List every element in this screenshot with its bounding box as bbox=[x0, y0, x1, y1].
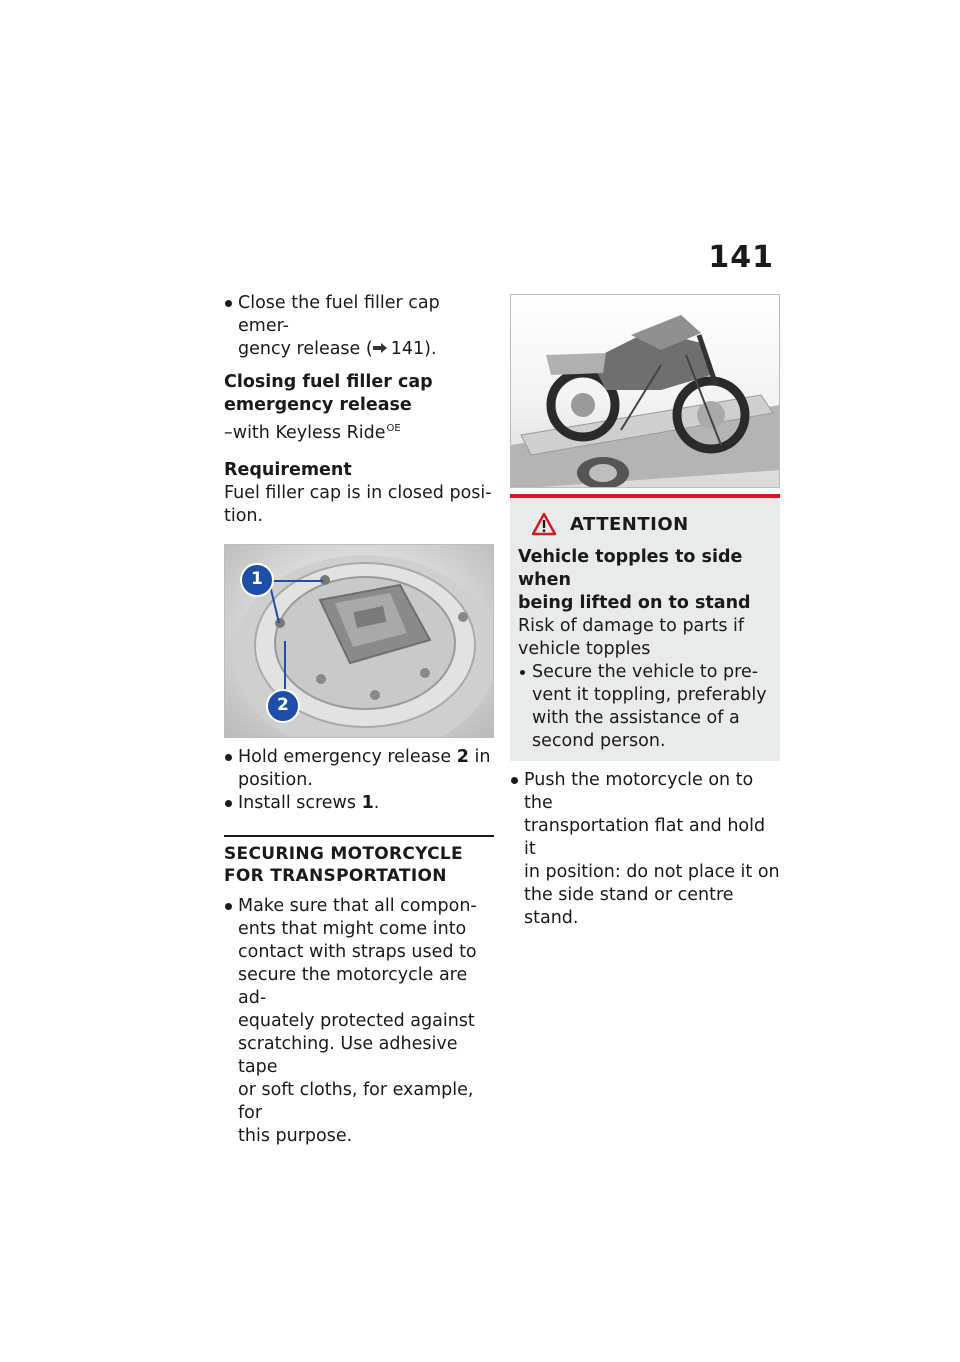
fuel-cap-figure bbox=[224, 544, 494, 738]
heading-line: Closing fuel filler cap bbox=[224, 372, 433, 392]
text-line: Secure the vehicle to pre- bbox=[532, 662, 759, 682]
page-reference-link[interactable]: 141 bbox=[390, 339, 425, 359]
text-line: second person. bbox=[532, 731, 666, 751]
warning-triangle-icon bbox=[532, 512, 556, 536]
callout-2-label: 2 bbox=[277, 695, 289, 715]
text-line: Hold emergency release bbox=[238, 747, 457, 767]
keyless-ride-note bbox=[224, 417, 494, 445]
text-line: transportation flat and hold it bbox=[524, 816, 766, 859]
reference-number: 2 bbox=[456, 747, 469, 767]
text-line: in bbox=[468, 747, 491, 767]
text-line: vent it toppling, preferably bbox=[532, 685, 767, 705]
text-line: gency release ( bbox=[238, 339, 373, 359]
bullet-install-screws bbox=[224, 792, 494, 815]
right-column bbox=[510, 294, 780, 930]
text-line: secure the motorcycle are ad- bbox=[238, 965, 468, 1008]
text-line: Install screws bbox=[238, 793, 362, 813]
subsection-heading bbox=[224, 371, 494, 417]
bullet-push-motorcycle bbox=[510, 769, 780, 930]
text-line: position. bbox=[238, 770, 313, 790]
text-line: Risk of damage to parts if bbox=[518, 616, 745, 636]
text-line: the side stand or centre stand. bbox=[524, 885, 734, 928]
requirement-label: Requirement bbox=[224, 460, 352, 480]
attention-title: ATTENTION bbox=[570, 513, 689, 535]
text-line: Vehicle topples to side when bbox=[518, 547, 743, 590]
attention-text bbox=[518, 615, 770, 661]
bullet-protect-components bbox=[224, 895, 494, 1148]
text-line: scratching. Use adhesive tape bbox=[238, 1034, 458, 1077]
arrow-reference-icon bbox=[373, 343, 387, 353]
reference-number: 1 bbox=[361, 793, 374, 813]
text-line: with the assistance of a bbox=[532, 708, 740, 728]
text-line: vehicle topples bbox=[518, 639, 651, 659]
text-line: or soft cloths, for example, for bbox=[238, 1080, 474, 1123]
text-line: Push the motorcycle on to the bbox=[524, 770, 754, 813]
section-title-line: SECURING MOTORCYCLE bbox=[224, 844, 463, 864]
attention-bullet bbox=[518, 661, 770, 753]
text-line: –with Keyless Ride bbox=[224, 423, 386, 443]
section-heading bbox=[224, 835, 494, 887]
bullet-hold-release bbox=[224, 746, 494, 792]
text-line: . bbox=[373, 793, 380, 813]
callout-1-label: 1 bbox=[251, 569, 263, 589]
left-column bbox=[224, 292, 494, 1148]
heading-line: emergency release bbox=[224, 395, 412, 415]
page-number: 141 bbox=[708, 240, 774, 275]
fuel-cap-illustration bbox=[225, 545, 494, 738]
text-line: ). bbox=[424, 339, 437, 359]
text-line: Make sure that all compon- bbox=[238, 896, 477, 916]
text-line: this purpose. bbox=[238, 1126, 353, 1146]
text-line: equately protected against bbox=[238, 1011, 475, 1031]
attention-box bbox=[510, 494, 780, 761]
attention-heading bbox=[518, 546, 770, 615]
motorcycle-on-trailer-illustration bbox=[511, 295, 780, 488]
motorcycle-transport-figure bbox=[510, 294, 780, 488]
oe-superscript: OE bbox=[386, 423, 401, 434]
text-line: in position: do not place it on bbox=[524, 862, 780, 882]
attention-header bbox=[518, 512, 770, 536]
text-line: ents that might come into bbox=[238, 919, 467, 939]
text-line: being lifted on to stand bbox=[518, 593, 751, 613]
text-line: tion. bbox=[224, 506, 264, 526]
requirement-text bbox=[224, 482, 494, 528]
text-line: Fuel filler cap is in closed posi- bbox=[224, 483, 492, 503]
text-line: contact with straps used to bbox=[238, 942, 477, 962]
bullet-close-release bbox=[224, 292, 494, 361]
text-line: Close the fuel filler cap emer- bbox=[238, 293, 440, 336]
section-title-line: FOR TRANSPORTATION bbox=[224, 866, 447, 886]
